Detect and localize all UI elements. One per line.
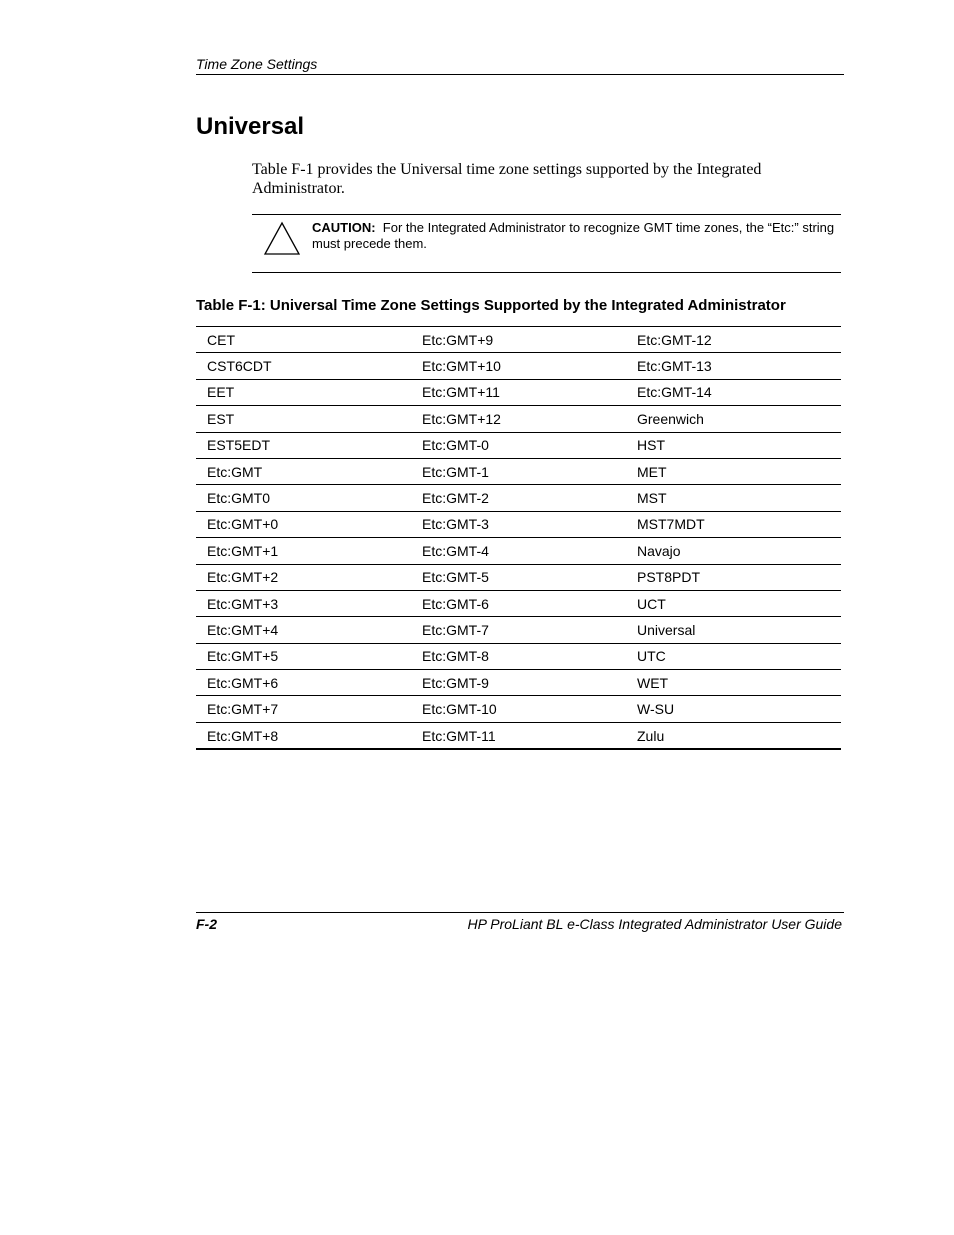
table-cell: Etc:GMT+10 (411, 353, 626, 379)
table-cell: Etc:GMT-4 (411, 538, 626, 564)
table-row (196, 670, 841, 696)
time-zone-table-body (196, 327, 841, 750)
table-cell: HST (626, 432, 841, 458)
table-cell: Etc:GMT-6 (411, 590, 626, 616)
table-cell: Etc:GMT+11 (411, 379, 626, 405)
intro-paragraph: Table F-1 provides the Universal time zone settings supported by the Integrated Administrator. (252, 161, 762, 197)
caution-box (252, 214, 841, 273)
table-cell: Etc:GMT-12 (626, 327, 841, 353)
table-cell: Etc:GMT-0 (411, 432, 626, 458)
warning-triangle-icon (262, 220, 302, 256)
table-cell: CET (196, 327, 411, 353)
running-header (196, 56, 844, 75)
table-caption: Table F-1: Universal Time Zone Settings Supported by the Integrated Administrator (196, 297, 786, 314)
table-cell: EET (196, 379, 411, 405)
caution-label: CAUTION: (312, 220, 376, 235)
table-cell: Etc:GMT+7 (196, 696, 411, 722)
book-title: HP ProLiant BL e-Class Integrated Administrator User Guide (467, 916, 842, 932)
table-cell: Etc:GMT+3 (196, 590, 411, 616)
table-cell: Etc:GMT-8 (411, 643, 626, 669)
table-cell: Greenwich (626, 406, 841, 432)
table-row (196, 590, 841, 616)
table-row (196, 485, 841, 511)
table-cell: Zulu (637, 727, 665, 744)
table-row (196, 432, 841, 458)
running-footer (196, 912, 844, 933)
table-cell: Etc:GMT-11 (422, 727, 496, 744)
table-row (196, 617, 841, 643)
table-cell: PST8PDT (626, 564, 841, 590)
table-cell: Etc:GMT+9 (411, 327, 626, 353)
caution-message: For the Integrated Administrator to recognize GMT time zones, the “Etc:” string must precede them. (312, 220, 835, 251)
table-cell: Etc:GMT-14 (626, 379, 841, 405)
table-cell: Etc:GMT+12 (411, 406, 626, 432)
table-cell: Etc:GMT-3 (411, 511, 626, 537)
table-cell: Etc:GMT-2 (411, 485, 626, 511)
table-cell: UTC (626, 643, 841, 669)
table-cell: MST (626, 485, 841, 511)
page-number: F-2 (196, 916, 217, 932)
table-row (196, 327, 841, 353)
table-row (196, 643, 841, 669)
table-cell: Etc:GMT-1 (411, 458, 626, 484)
table-row (196, 564, 841, 590)
table-cell: Etc:GMT-5 (411, 564, 626, 590)
table-cell: Etc:GMT+6 (196, 670, 411, 696)
table-cell: WET (626, 670, 841, 696)
table-cell: Etc:GMT+5 (196, 643, 411, 669)
table-cell: Etc:GMT-13 (626, 353, 841, 379)
table-row (196, 353, 841, 379)
table-cell: Etc:GMT+8 (207, 727, 279, 744)
table-cell: Universal (626, 617, 841, 643)
table-cell: EST5EDT (196, 432, 411, 458)
table-row (196, 458, 841, 484)
table-cell: Etc:GMT0 (196, 485, 411, 511)
table-cell: Etc:GMT (196, 458, 411, 484)
running-header-title: Time Zone Settings (196, 56, 318, 72)
caution-text (312, 220, 840, 252)
table-row (196, 511, 841, 537)
table-cell: MST7MDT (626, 511, 841, 537)
table-cell: EST (196, 406, 411, 432)
table-row (196, 722, 841, 749)
table-cell: Etc:GMT+1 (196, 538, 411, 564)
table-cell: CST6CDT (196, 353, 411, 379)
table-cell: UCT (626, 590, 841, 616)
table-row (196, 406, 841, 432)
table-cell: Etc:GMT-7 (411, 617, 626, 643)
table-cell: Etc:GMT-10 (411, 696, 626, 722)
table-cell: Etc:GMT+2 (196, 564, 411, 590)
table-cell: W-SU (626, 696, 841, 722)
section-title: Universal (196, 113, 305, 140)
table-row (196, 538, 841, 564)
table-cell: Navajo (626, 538, 841, 564)
table-row (196, 696, 841, 722)
table-row (196, 379, 841, 405)
table-cell: Etc:GMT+0 (196, 511, 411, 537)
time-zone-table (196, 326, 841, 750)
table-cell: Etc:GMT+4 (196, 617, 411, 643)
table-cell: Etc:GMT-9 (411, 670, 626, 696)
table-cell: MET (626, 458, 841, 484)
